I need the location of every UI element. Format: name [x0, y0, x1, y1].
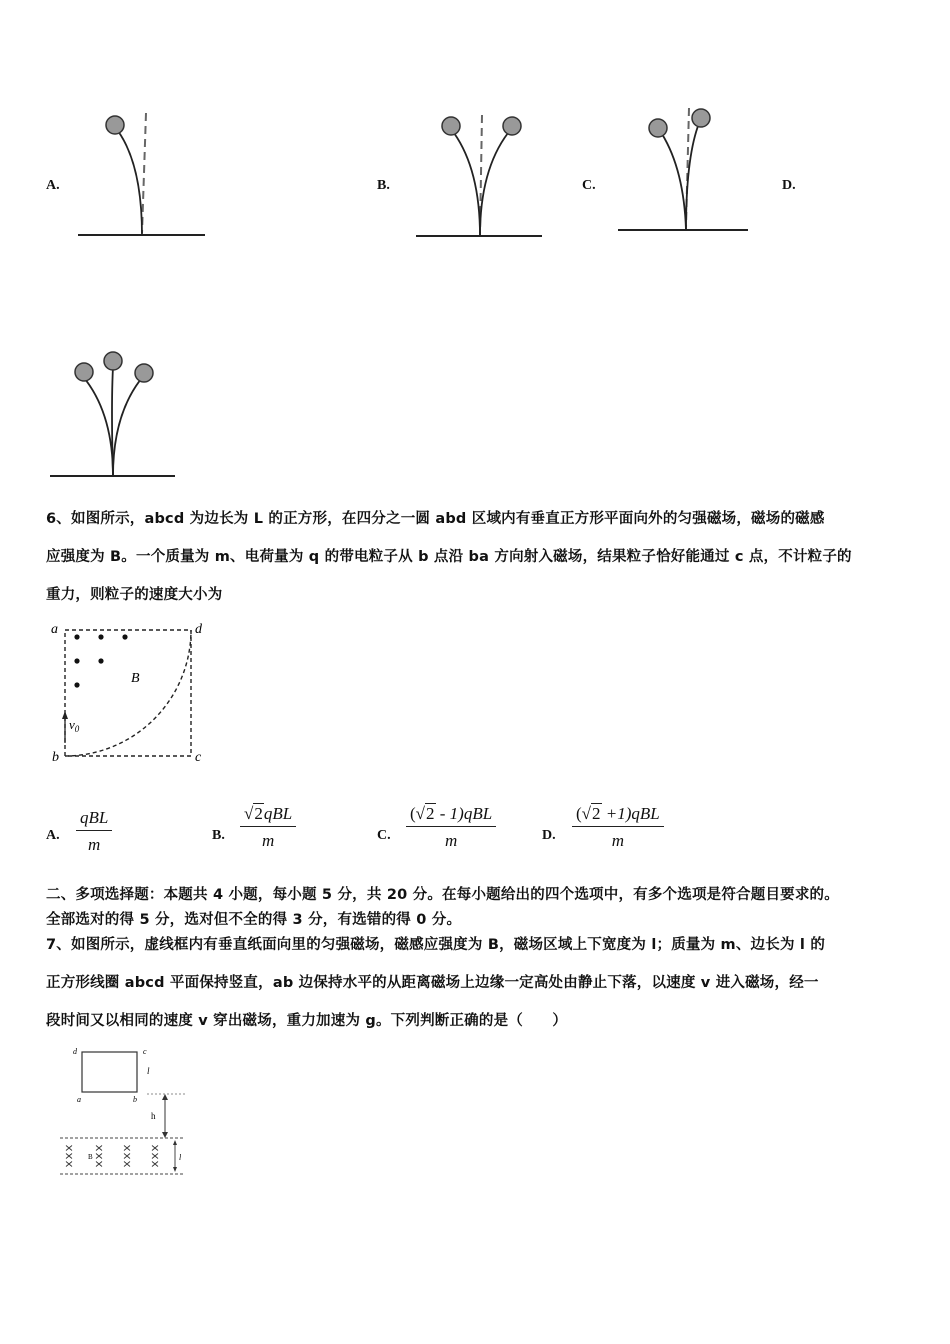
velocity-label: $v_0$ [69, 717, 80, 734]
q7-corner-d: d [73, 1047, 77, 1056]
field-cross [66, 1162, 72, 1167]
field-dot [98, 634, 103, 639]
section-2-line-1: 二、多项选择题：本题共 4 小题，每小题 5 分，共 20 分。在每小题给出的四个选项中，有多个选项是符合题目要求的。 [46, 887, 839, 903]
corner-d-label: d [195, 622, 202, 637]
field-cross [124, 1146, 130, 1151]
q6-option-c-label: C. [377, 828, 391, 843]
q7-width-label: l [179, 1153, 182, 1162]
q6-option-a-label: A. [46, 828, 60, 843]
question-6-line-3: 重力，则粒子的速度大小为 [46, 587, 223, 603]
option-a-figure [70, 105, 215, 240]
q7-field-label: B [88, 1153, 93, 1161]
q7-corner-a: a [77, 1095, 81, 1104]
q7-side-label: l [147, 1066, 150, 1076]
field-cross [96, 1154, 102, 1159]
question-7-text [46, 926, 916, 1040]
question-6-line-1: 6、如图所示，abcd 为边长为 L 的正方形，在四分之一圆 abd 区域内有垂直正方形平面向外的匀强磁场，磁场的磁感 [46, 511, 825, 527]
field-dot [74, 634, 79, 639]
q6-option-b-label: B. [212, 828, 225, 843]
q7-corner-c: c [143, 1047, 147, 1056]
q6-option-b-fraction: √2qBL m [240, 804, 296, 851]
option-d-figure [45, 345, 180, 480]
field-cross [96, 1146, 102, 1151]
corner-b-label: b [52, 750, 59, 765]
q7-corner-b: b [133, 1095, 137, 1104]
field-dot [122, 634, 127, 639]
field-cross [152, 1146, 158, 1151]
q6-option-d-fraction: (√2 +1)qBL m [572, 804, 664, 851]
q6-option-a-fraction: qBL m [76, 808, 112, 855]
field-cross [124, 1162, 130, 1167]
field-cross [96, 1162, 102, 1167]
question-6-line-2: 应强度为 B。一个质量为 m、电荷量为 q 的带电粒子从 b 点沿 ba 方向射入磁场，结果粒子恰好能通过 c 点，不计粒子的 [46, 549, 852, 565]
field-cross [66, 1154, 72, 1159]
option-d-label: D. [782, 178, 796, 193]
field-cross [152, 1154, 158, 1159]
field-dot [74, 682, 79, 687]
q6-option-d-label: D. [542, 828, 556, 843]
field-dot [98, 658, 103, 663]
option-c-figure [612, 100, 757, 235]
field-cross [124, 1154, 130, 1159]
corner-a-label: a [51, 622, 58, 637]
option-c-label: C. [582, 178, 596, 193]
field-b-label: B [131, 671, 140, 686]
question-7-line-1: 7、如图所示，虚线框内有垂直纸面向里的匀强磁场，磁感应强度为 B，磁场区域上下宽度为 l；质量为 m、边长为 l 的 [46, 937, 826, 953]
question-7-line-3: 段时间又以相同的速度 v 穿出磁场，重力加速为 g。下列判断正确的是（ ） [46, 1013, 568, 1029]
option-b-label: B. [377, 178, 390, 193]
section-2-line-2: 全部选对的得 5 分，选对但不全的得 3 分，有选错的得 0 分。 [46, 912, 462, 928]
question-7-figure [55, 1042, 195, 1182]
corner-c-label: c [195, 750, 202, 765]
field-cross [66, 1146, 72, 1151]
option-a-label: A. [46, 178, 60, 193]
field-cross [152, 1162, 158, 1167]
question-6-figure [45, 615, 215, 770]
field-dot [74, 658, 79, 663]
question-7-line-2: 正方形线圈 abcd 平面保持竖直，ab 边保持水平的从距离磁场上边缘一定高处由静止下落，以速度 v 进入磁场，经一 [46, 975, 819, 991]
question-6-text [46, 500, 916, 614]
q7-height-label: h [151, 1111, 156, 1121]
option-b-figure [410, 105, 550, 240]
q6-option-c-fraction: (√2 - 1)qBL m [406, 804, 496, 851]
